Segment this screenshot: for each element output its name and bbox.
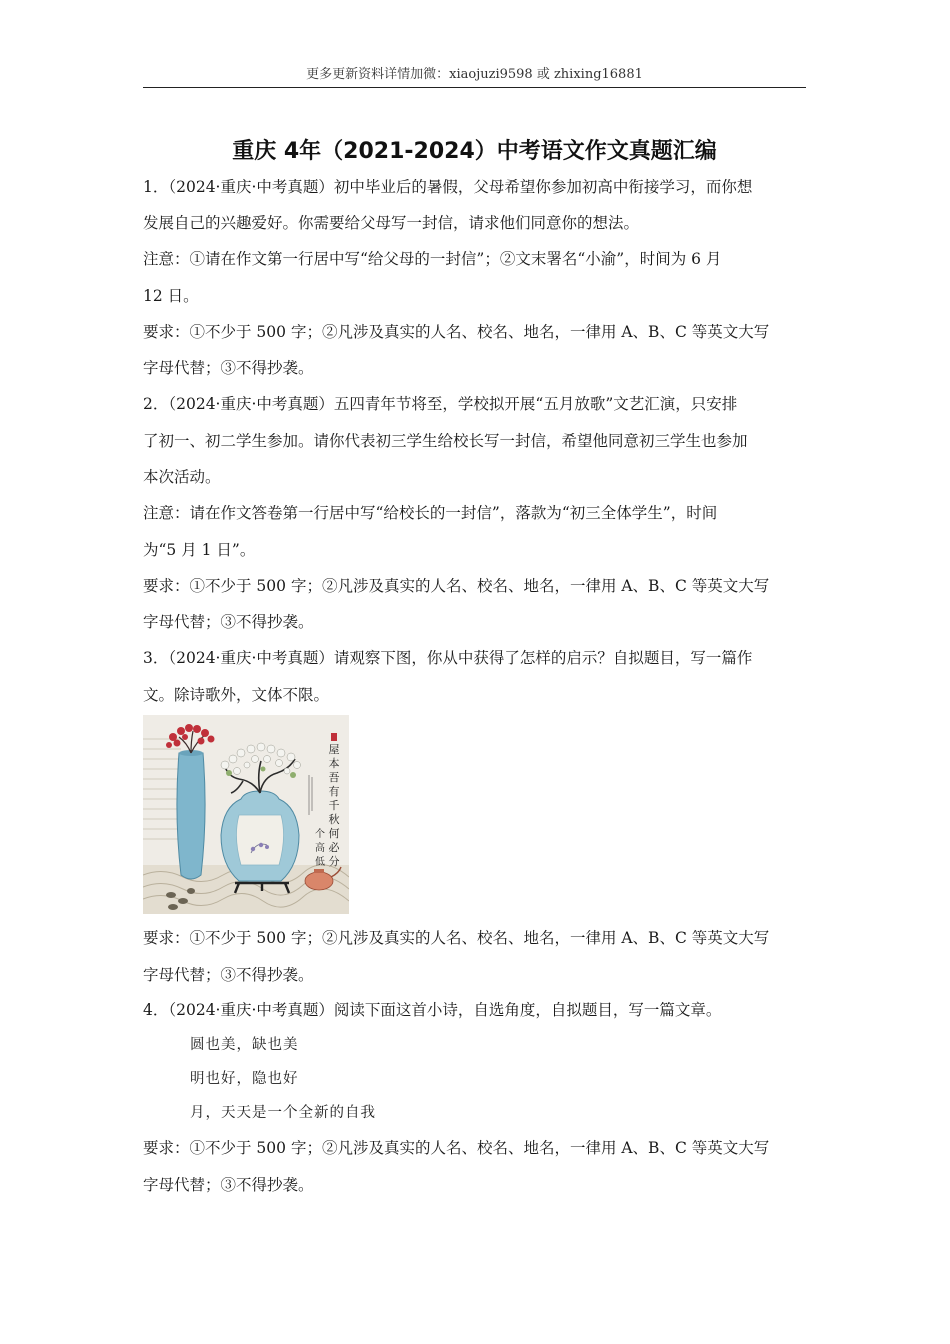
q3-req-line-1: 要求：①不少于 500 字；②凡涉及真实的人名、校名、地名，一律用 A、B、C 等英文大写 [143, 929, 770, 947]
svg-text:个: 个 [315, 829, 325, 840]
document-title: 重庆 4年（2021-2024）中考语文作文真题汇编 [232, 139, 717, 164]
svg-text:本: 本 [328, 757, 340, 770]
svg-text:高: 高 [315, 843, 325, 854]
svg-text:千: 千 [328, 799, 340, 812]
svg-text:分: 分 [328, 855, 340, 868]
q1-req-line-1: 要求：①不少于 500 字；②凡涉及真实的人名、校名、地名，一律用 A、B、C 等英文大写 [143, 323, 770, 341]
q2-req-line-2: 字母代替；③不得抄袭。 [143, 613, 314, 631]
poem-line-1: 圆也美，缺也美 [190, 1037, 299, 1053]
svg-text:有: 有 [328, 785, 340, 798]
svg-text:何: 何 [328, 827, 340, 840]
q2-line-3: 本次活动。 [143, 468, 221, 486]
q3-req-line-2: 字母代替；③不得抄袭。 [143, 966, 314, 984]
painting-image [143, 715, 349, 914]
poem-line-2: 明也好，隐也好 [190, 1071, 299, 1087]
page-header: 更多更新资料详情加微：xiaojuzi9598 或 zhixing16881 [306, 67, 643, 82]
q3-line-2: 文。除诗歌外，文体不限。 [143, 686, 330, 704]
q2-line-2: 了初一、初二学生参加。请你代表初三学生给校长写一封信，希望他同意初三学生也参加 [143, 432, 748, 450]
q2-req-line-1: 要求：①不少于 500 字；②凡涉及真实的人名、校名、地名，一律用 A、B、C 等英文大写 [143, 577, 770, 595]
svg-text:必: 必 [328, 841, 340, 854]
svg-text:低: 低 [315, 857, 325, 868]
q4-req-line-1: 要求：①不少于 500 字；②凡涉及真实的人名、校名、地名，一律用 A、B、C 等英文大写 [143, 1139, 770, 1157]
q3-line-1: 3．（2024·重庆·中考真题）请观察下图，你从中获得了怎样的启示？自拟题目，写一篇作 [143, 649, 753, 667]
svg-text:秋: 秋 [328, 813, 340, 826]
svg-text:屋: 屋 [328, 743, 340, 756]
q1-line-2: 发展自己的兴趣爱好。你需要给父母写一封信，请求他们同意你的想法。 [143, 214, 640, 232]
q2-note-line-1: 注意：请在作文答卷第一行居中写“给校长的一封信”，落款为“初三全体学生”，时间 [143, 504, 718, 522]
poem-line-3: 月，天天是一个全新的自我 [190, 1105, 376, 1121]
q1-note-line-2: 12 日。 [143, 287, 199, 305]
q2-note-line-2: 为“5 月 1 日”。 [143, 541, 256, 559]
svg-text:吾: 吾 [328, 771, 340, 784]
q1-line-1: 1．（2024·重庆·中考真题）初中毕业后的暑假，父母希望你参加初高中衔接学习，而你想 [143, 178, 753, 196]
q4-req-line-2: 字母代替；③不得抄袭。 [143, 1176, 314, 1194]
q1-req-line-2: 字母代替；③不得抄袭。 [143, 359, 314, 377]
q2-line-1: 2．（2024·重庆·中考真题）五四青年节将至，学校拟开展“五月放歌”文艺汇演，只安排 [143, 395, 738, 413]
header-divider [143, 87, 806, 88]
q1-note-line-1: 注意：①请在作文第一行居中写“给父母的一封信”；②文末署名“小渝”，时间为 6 月 [143, 250, 722, 268]
q4-line-1: 4．（2024·重庆·中考真题）阅读下面这首小诗，自选角度，自拟题目，写一篇文章。 [143, 1001, 722, 1019]
